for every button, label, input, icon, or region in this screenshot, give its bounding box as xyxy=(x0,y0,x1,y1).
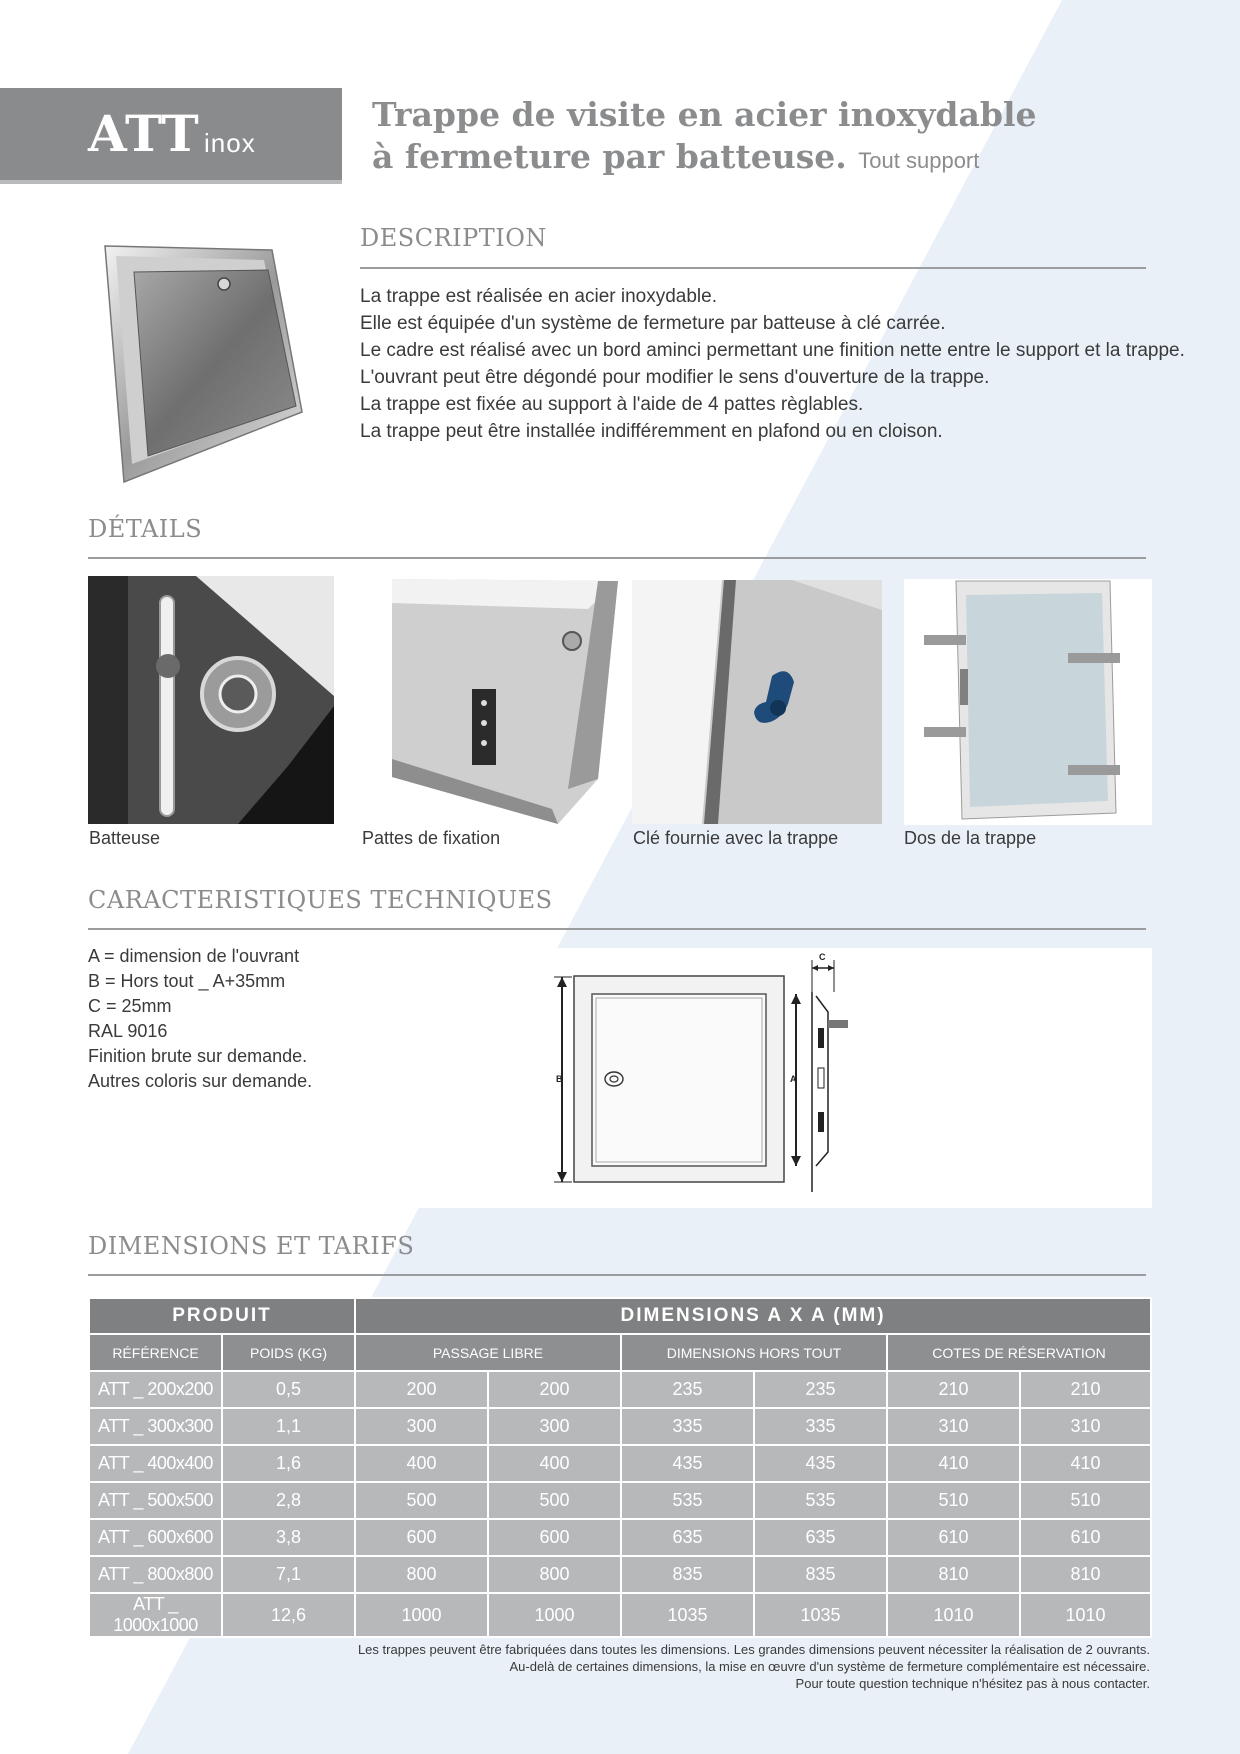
description-line: La trappe est réalisée en acier inoxydable. xyxy=(360,286,718,307)
cell: 1035 xyxy=(621,1593,754,1637)
cell: ATT _ 300x300 xyxy=(89,1408,222,1445)
description-heading: DESCRIPTION xyxy=(360,224,547,252)
caption-batteuse: Batteuse xyxy=(89,828,161,848)
pricing-rule xyxy=(88,1274,1146,1276)
description-rule xyxy=(360,267,1146,269)
cell: 810 xyxy=(887,1556,1020,1593)
label-b: B xyxy=(556,1074,563,1084)
cell: 610 xyxy=(887,1519,1020,1556)
page-title xyxy=(372,94,1036,182)
header-reference: RÉFÉRENCE xyxy=(89,1334,222,1371)
title-line-2 xyxy=(372,136,1036,182)
brand-name: ATT xyxy=(88,104,200,163)
cell: 1010 xyxy=(1020,1593,1151,1637)
cell: 1,1 xyxy=(222,1408,355,1445)
table-row xyxy=(89,1593,1151,1637)
cell: 300 xyxy=(355,1408,488,1445)
cell: 810 xyxy=(1020,1556,1151,1593)
cell: ATT _ 600x600 xyxy=(89,1519,222,1556)
description-line: L'ouvrant peut être dégondé pour modifier le sens d'ouverture de la trappe. xyxy=(360,367,990,388)
label-c: C xyxy=(819,952,826,962)
cell: 410 xyxy=(1020,1445,1151,1482)
brand-suffix: inox xyxy=(204,128,256,158)
footnote-line: Les trappes peuvent être fabriquées dans toutes les dimensions. Les grandes dimensions peuvent nécessiter la réalisation de 2 ouvrants. xyxy=(357,1642,1150,1657)
cell: 335 xyxy=(754,1408,887,1445)
pricing-heading: DIMENSIONS ET TARIFS xyxy=(88,1232,415,1260)
product-photo-trapdoor xyxy=(100,244,306,484)
cell: ATT _ 400x400 xyxy=(89,1445,222,1482)
label-a: A xyxy=(790,1074,797,1084)
cell: 1,6 xyxy=(222,1445,355,1482)
cell: 535 xyxy=(754,1482,887,1519)
cell: 1000 xyxy=(488,1593,621,1637)
technical-heading: CARACTERISTIQUES TECHNIQUES xyxy=(88,886,553,914)
caption-dos-trappe: Dos de la trappe xyxy=(904,828,1037,848)
details-rule xyxy=(88,557,1146,559)
cell: 400 xyxy=(355,1445,488,1482)
table-row xyxy=(89,1408,1151,1445)
cell: 200 xyxy=(488,1371,621,1408)
header-overall: DIMENSIONS HORS TOUT xyxy=(621,1334,887,1371)
description-line: Elle est équipée d'un système de fermeture par batteuse à clé carrée. xyxy=(360,313,946,334)
cell: 7,1 xyxy=(222,1556,355,1593)
title-line-1: Trappe de visite en acier inoxydable xyxy=(372,95,1037,134)
cell: 510 xyxy=(887,1482,1020,1519)
cell: 310 xyxy=(887,1408,1020,1445)
cell: 800 xyxy=(355,1556,488,1593)
cell: 600 xyxy=(355,1519,488,1556)
details-heading: DÉTAILS xyxy=(88,515,203,543)
technical-line: RAL 9016 xyxy=(88,1021,168,1041)
pricing-table xyxy=(88,1297,1152,1638)
footnote-line: Pour toute question technique n'hésitez pas à nous contacter. xyxy=(795,1676,1150,1691)
cell: 310 xyxy=(1020,1408,1151,1445)
cell: 510 xyxy=(1020,1482,1151,1519)
header-reservation: COTES DE RÉSERVATION xyxy=(887,1334,1151,1371)
cell: 500 xyxy=(355,1482,488,1519)
cell: 400 xyxy=(488,1445,621,1482)
cell: 200 xyxy=(355,1371,488,1408)
cell: 500 xyxy=(488,1482,621,1519)
technical-line: C = 25mm xyxy=(88,996,172,1016)
cell: ATT _ 500x500 xyxy=(89,1482,222,1519)
header-product: PRODUIT xyxy=(89,1298,355,1334)
table-row xyxy=(89,1445,1151,1482)
table-row xyxy=(89,1371,1151,1408)
brand-banner xyxy=(0,88,342,184)
cell: 800 xyxy=(488,1556,621,1593)
cell: 210 xyxy=(887,1371,1020,1408)
description-line: La trappe peut être installée indifféremment en plafond ou en cloison. xyxy=(360,421,943,442)
cell: 1000 xyxy=(355,1593,488,1637)
cell: 235 xyxy=(621,1371,754,1408)
cell: 635 xyxy=(754,1519,887,1556)
cell: 835 xyxy=(621,1556,754,1593)
cell: 235 xyxy=(754,1371,887,1408)
cell: ATT _ 800x800 xyxy=(89,1556,222,1593)
cell: 2,8 xyxy=(222,1482,355,1519)
cell: 0,5 xyxy=(222,1371,355,1408)
description-line: Le cadre est réalisé avec un bord aminci permettant une finition nette entre le support et la trappe. xyxy=(360,340,1185,361)
cell: 300 xyxy=(488,1408,621,1445)
title-line-2-text: à fermeture par batteuse. xyxy=(372,137,847,176)
cell: ATT _ 200x200 xyxy=(89,1371,222,1408)
cell: 1010 xyxy=(887,1593,1020,1637)
cell: 12,6 xyxy=(222,1593,355,1637)
photo-cle xyxy=(632,580,882,824)
cell: 210 xyxy=(1020,1371,1151,1408)
technical-text xyxy=(88,944,312,1094)
cell: 335 xyxy=(621,1408,754,1445)
cell: 3,8 xyxy=(222,1519,355,1556)
table-row xyxy=(89,1519,1151,1556)
photo-pattes-fixation xyxy=(392,579,618,824)
caption-pattes-fixation: Pattes de fixation xyxy=(362,828,501,848)
cell: 535 xyxy=(621,1482,754,1519)
cell: 635 xyxy=(621,1519,754,1556)
footnote-line: Au-delà de certaines dimensions, la mise en œuvre d'un système de fermeture complémentaire est nécessaire. xyxy=(509,1659,1150,1674)
technical-rule xyxy=(88,928,1146,930)
cell: 835 xyxy=(754,1556,887,1593)
table-row xyxy=(89,1482,1151,1519)
header-passage: PASSAGE LIBRE xyxy=(355,1334,621,1371)
cell: ATT _ 1000x1000 xyxy=(89,1593,222,1637)
technical-line: A = dimension de l'ouvrant xyxy=(88,946,300,966)
table-row xyxy=(89,1556,1151,1593)
cell: 410 xyxy=(887,1445,1020,1482)
description-line: La trappe est fixée au support à l'aide de 4 pattes règlables. xyxy=(360,394,864,415)
header-weight: POIDS (KG) xyxy=(222,1334,355,1371)
technical-line: B = Hors tout _ A+35mm xyxy=(88,971,286,991)
cell: 435 xyxy=(621,1445,754,1482)
technical-line: Autres coloris sur demande. xyxy=(88,1071,313,1091)
technical-diagram xyxy=(548,952,868,1192)
photo-batteuse xyxy=(88,576,334,824)
cell: 1035 xyxy=(754,1593,887,1637)
cell: 435 xyxy=(754,1445,887,1482)
title-support: Tout support xyxy=(858,148,980,173)
cell: 600 xyxy=(488,1519,621,1556)
description-text xyxy=(360,283,1185,445)
caption-cle: Clé fournie avec la trappe xyxy=(633,828,839,848)
header-dimensions: DIMENSIONS A X A (MM) xyxy=(355,1298,1151,1334)
technical-line: Finition brute sur demande. xyxy=(88,1046,308,1066)
photo-dos-trappe xyxy=(904,579,1152,825)
cell: 610 xyxy=(1020,1519,1151,1556)
